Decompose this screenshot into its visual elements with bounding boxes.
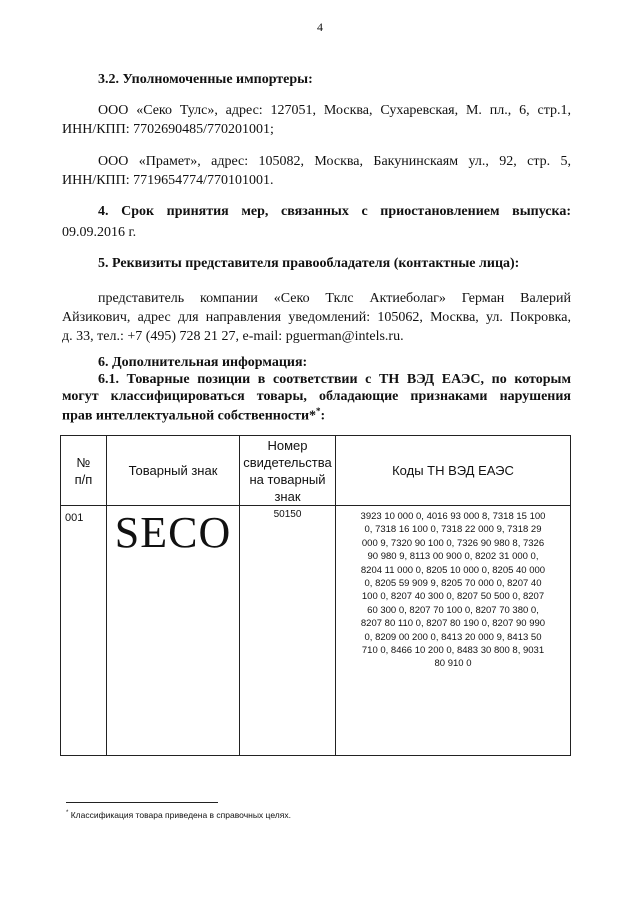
codes-line: 80 910 0 [434, 658, 472, 670]
codes-line: 60 300 0, 8207 70 100 0, 8207 70 380 0, [367, 604, 539, 616]
section-3-2-heading: 3.2. Уполномоченные импортеры: [98, 72, 313, 87]
section-6-1-line3: прав интеллектуальной собственности**: [62, 406, 326, 424]
footnote [66, 810, 291, 820]
representative-line3: д. 33, тел.: +7 (495) 728 21 27, e-mail: pguerman@intels.ru. [62, 329, 404, 344]
importer-1-line2: ИНН/КПП: 7702690485/770201001; [62, 122, 274, 137]
footnote-reference-mark: * [316, 406, 321, 416]
importer-1-line1: ООО «Секо Тулс», адрес: 127051, Москва, Сухаревская, М. пл., 6, стр.1, [98, 103, 571, 118]
section-4-date: 09.09.2016 г. [62, 225, 137, 240]
codes-line: 0, 8205 59 909 9, 8205 70 000 0, 8207 40 [364, 578, 542, 590]
header-number [61, 436, 107, 506]
table-row [61, 506, 571, 756]
section-4-heading: 4. Срок принятия мер, связанных с приостановлением выпуска: [98, 204, 571, 219]
representative-line1: представитель компании «Секо Тклс Актиеболаг» Герман Валерий [98, 291, 571, 306]
codes-line: 0, 7318 16 100 0, 7318 22 000 9, 7318 29 [364, 524, 542, 536]
footnote-text: Классификация товара приведена в справочных целях. [70, 810, 291, 820]
tnved-codes-table [60, 435, 571, 756]
codes-line: 8204 11 000 0, 8205 10 000 0, 8205 40 000 [360, 564, 546, 576]
header-certificate: Номер свидетельства на товарный знак [240, 436, 336, 506]
codes-line: 0, 8209 00 200 0, 8413 20 000 9, 8413 50 [364, 631, 542, 643]
header-codes: Коды ТН ВЭД ЕАЭС [336, 436, 571, 506]
codes-line: 100 0, 8207 40 300 0, 8207 50 500 0, 8207 [361, 591, 545, 603]
section-6-heading: 6. Дополнительная информация: [98, 355, 308, 370]
codes-line: 8207 80 110 0, 8207 80 190 0, 8207 90 990 [360, 618, 546, 630]
section-6-1-line1: 6.1. Товарные позиции в соответствии с ТН ВЭД ЕАЭС, по которым [98, 372, 571, 387]
codes-line: 90 980 9, 8113 00 900 0, 8202 31 000 0, [367, 551, 539, 563]
row-number: 001 [61, 506, 107, 756]
importer-2-line1: ООО «Прамет», адрес: 105082, Москва, Бакунинскаям ул., 92, стр. 5, [98, 154, 571, 169]
header-number-abbr: п/п [74, 471, 93, 487]
codes-cell [336, 506, 571, 756]
footnote-mark: * [66, 810, 69, 817]
page-number: 4 [317, 20, 323, 34]
certificate-number: 50150 [240, 506, 336, 756]
codes-line: 3923 10 000 0, 4016 93 000 8, 7318 15 100 [360, 511, 546, 522]
table-header-row [61, 436, 571, 506]
importer-2-line2: ИНН/КПП: 7719654774/770101001. [62, 173, 274, 188]
section-6-1-line3-text: прав интеллектуальной собственности* [62, 408, 317, 424]
header-trademark: Товарный знак [107, 436, 240, 506]
section-6-1-line2: могут классифицироваться товары, обладающие признаками нарушения [62, 389, 571, 404]
trademark-logo: SECO [107, 506, 240, 756]
footnote-separator [66, 802, 218, 803]
header-number-symbol: № [76, 454, 91, 470]
codes-line: 710 0, 8466 10 200 0, 8483 30 800 8, 9031 [361, 645, 545, 657]
representative-line2: Айзикович, адрес для направления уведомлений: 105062, Москва, ул. Покровка, [62, 310, 571, 325]
section-5-heading: 5. Реквизиты представителя правообладателя (контактные лица): [98, 256, 520, 271]
codes-line: 000 9, 7320 90 100 0, 7326 90 980 8, 7326 [361, 537, 545, 549]
